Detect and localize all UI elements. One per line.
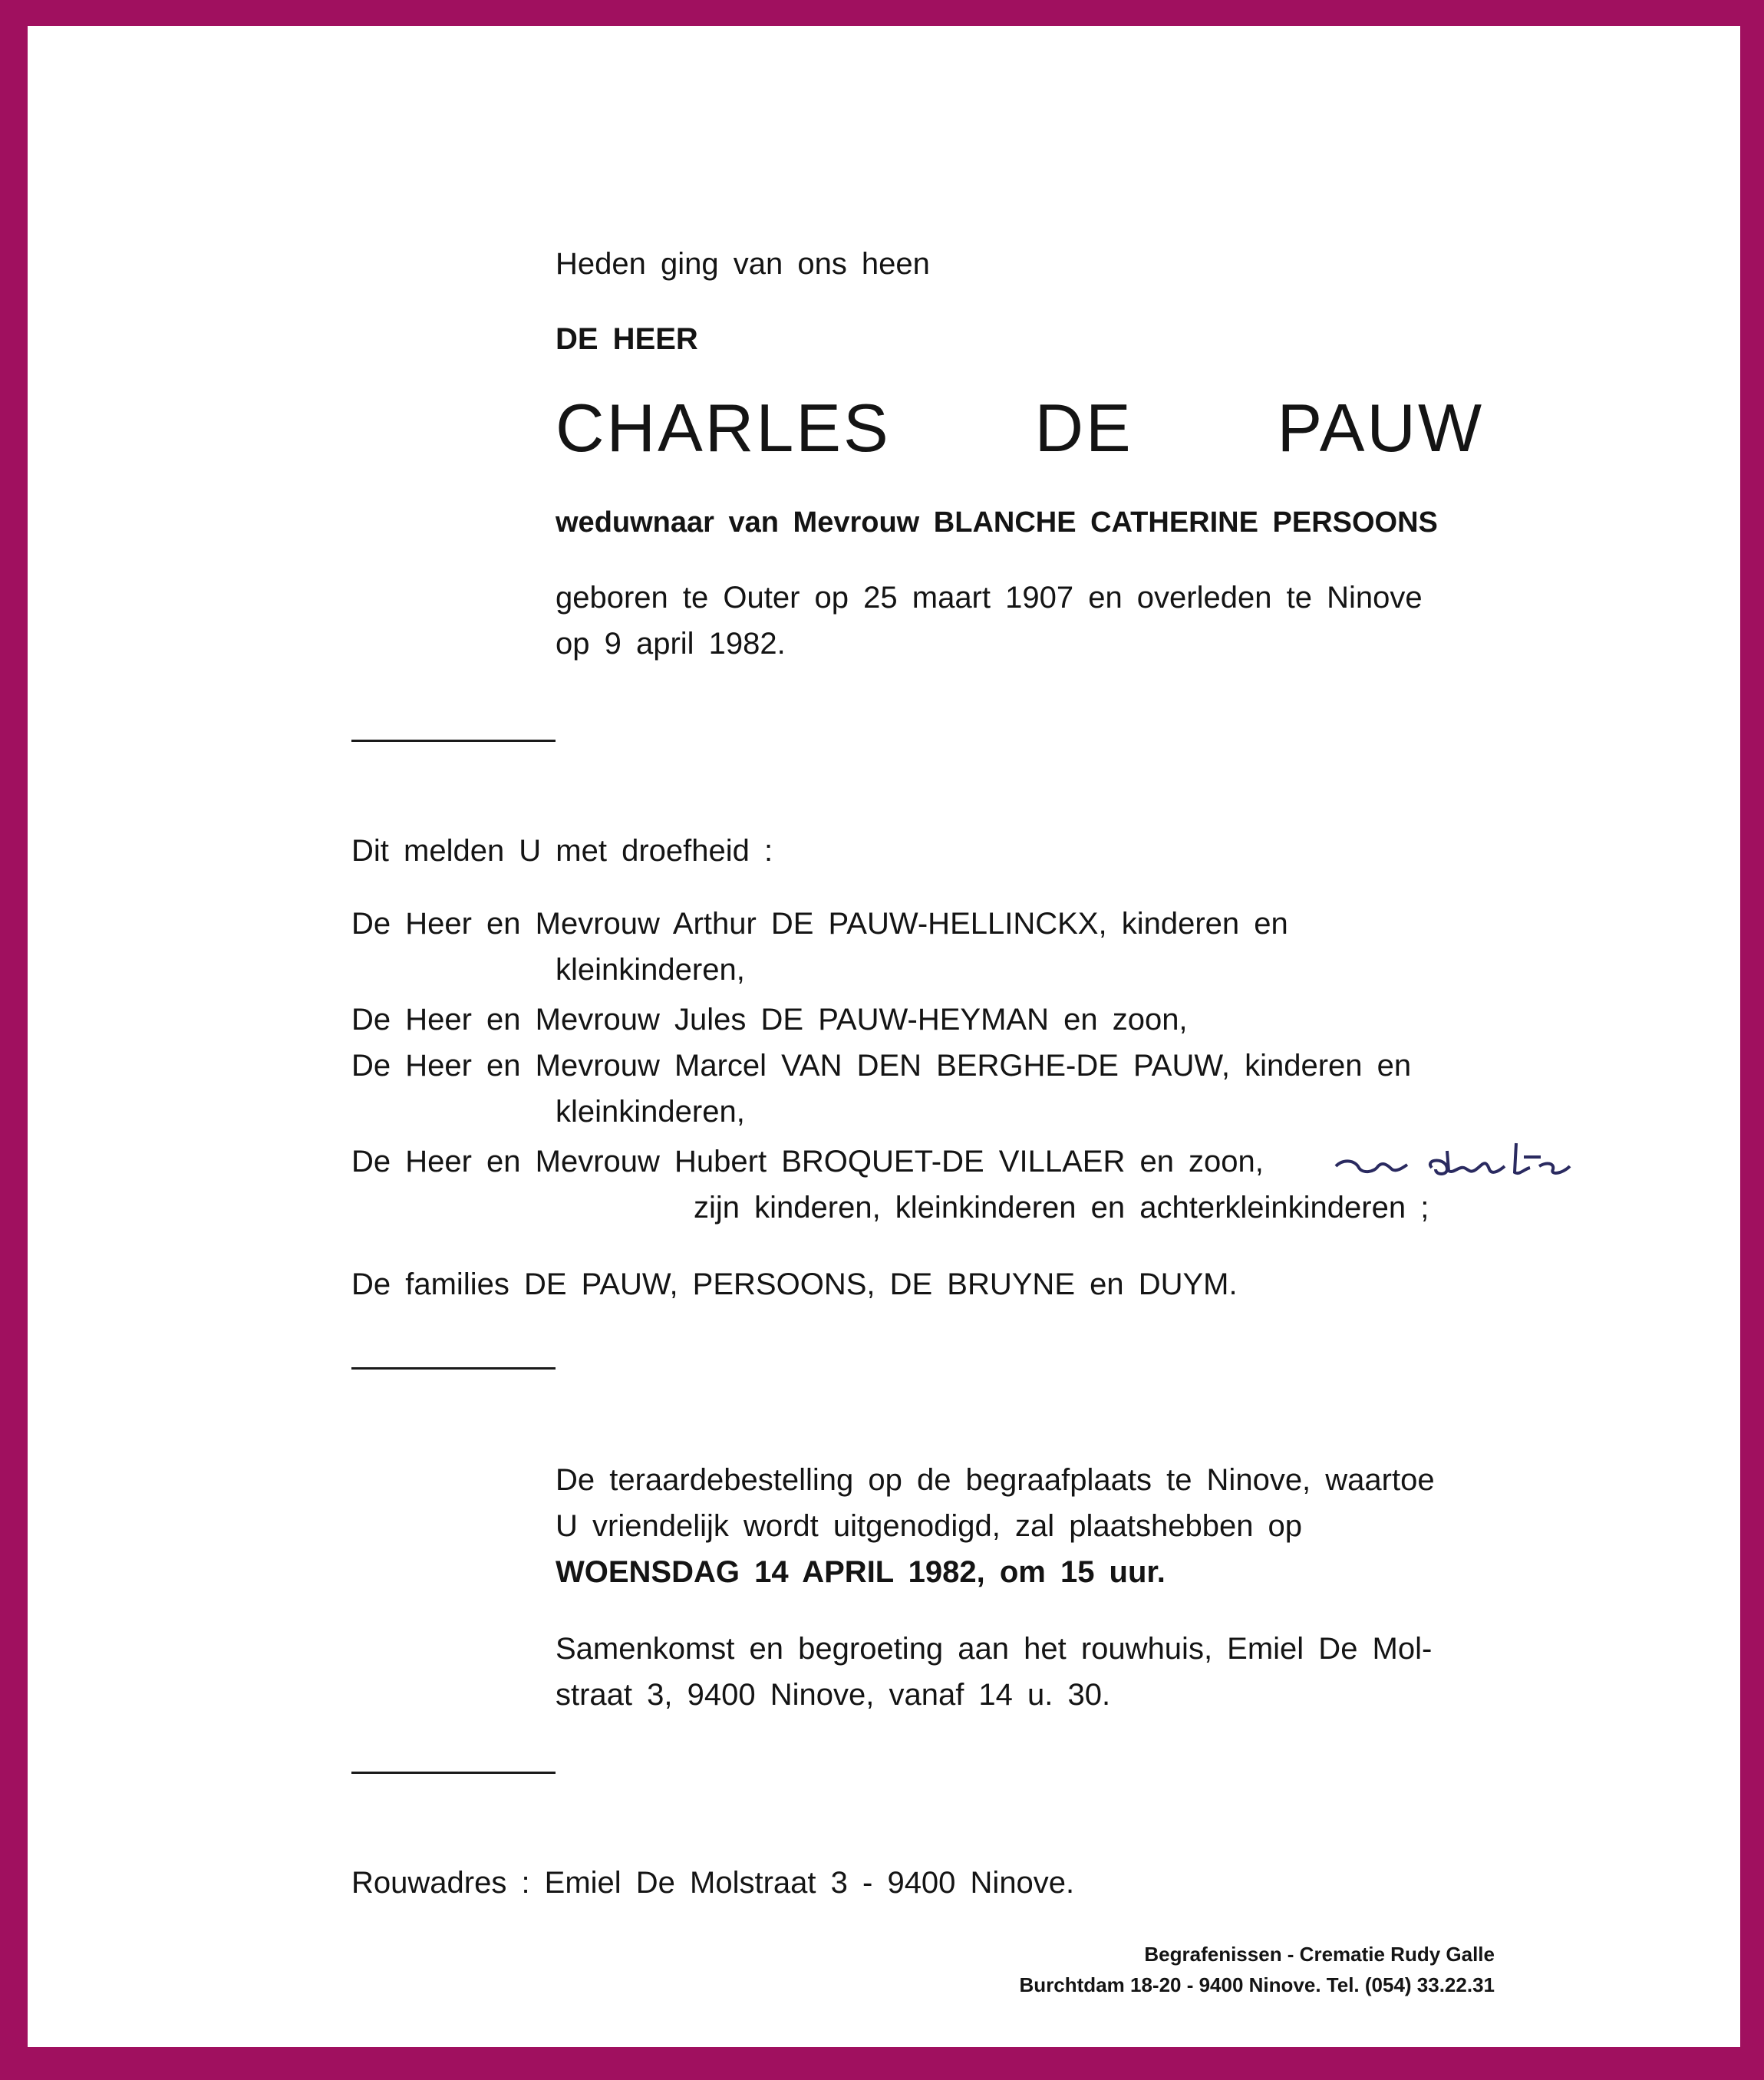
funeral-card <box>28 26 1740 2047</box>
name-last: PAUW <box>1277 390 1484 466</box>
mourner-line: De Heer en Mevrouw Marcel VAN DEN BERGHE-DE PAUW, kinderen en <box>351 1049 1412 1083</box>
mourning-address: Rouwadres : Emiel De Molstraat 3 - 9400 Ninove. <box>351 1866 1075 1900</box>
birth-death-line-2: op 9 april 1982. <box>556 627 786 661</box>
widower-line: weduwnaar van Mevrouw BLANCHE CATHERINE PERSOONS <box>556 506 1438 539</box>
families-line: De families DE PAUW, PERSOONS, DE BRUYNE en DUYM. <box>351 1267 1238 1301</box>
mourner-line: kleinkinderen, <box>556 1095 745 1129</box>
honorific-title: DE HEER <box>556 322 698 356</box>
divider-3 <box>351 1772 556 1774</box>
announce-text: Dit melden U met droefheid : <box>351 834 773 868</box>
burial-line: U vriendelijk wordt uitgenodigd, zal plaatshebben op <box>556 1509 1303 1543</box>
birth-death-line-1: geboren te Outer op 25 maart 1907 en overleden te Ninove <box>556 581 1423 615</box>
mourner-line: De Heer en Mevrouw Arthur DE PAUW-HELLINCKX, kinderen en <box>351 907 1288 941</box>
meeting-line: straat 3, 9400 Ninove, vanaf 14 u. 30. <box>556 1678 1111 1712</box>
deceased-name <box>556 390 1484 466</box>
divider-2 <box>351 1367 556 1370</box>
handwritten-addition <box>1332 1136 1578 1189</box>
name-first: CHARLES <box>556 390 891 466</box>
name-de: DE <box>1034 390 1133 466</box>
intro-text: Heden ging van ons heen <box>556 247 930 281</box>
burial-date: WOENSDAG 14 APRIL 1982, om 15 uur. <box>556 1555 1166 1589</box>
mourner-line: zijn kinderen, kleinkinderen en achterkleinkinderen ; <box>694 1191 1429 1225</box>
mourner-line: kleinkinderen, <box>556 953 745 987</box>
funeral-home-address: Burchtdam 18-20 - 9400 Ninove. Tel. (054) 33.22.31 <box>1019 1973 1495 1996</box>
mourner-line: De Heer en Mevrouw Jules DE PAUW-HEYMAN en zoon, <box>351 1003 1188 1037</box>
divider-1 <box>351 740 556 742</box>
burial-line: De teraardebestelling op de begraafplaats te Ninove, waartoe <box>556 1463 1435 1497</box>
meeting-line: Samenkomst en begroeting aan het rouwhuis, Emiel De Mol- <box>556 1632 1433 1666</box>
mourner-line: De Heer en Mevrouw Hubert BROQUET-DE VILLAER en zoon, <box>351 1145 1264 1178</box>
funeral-home-name: Begrafenissen - Crematie Rudy Galle <box>1144 1943 1495 1966</box>
